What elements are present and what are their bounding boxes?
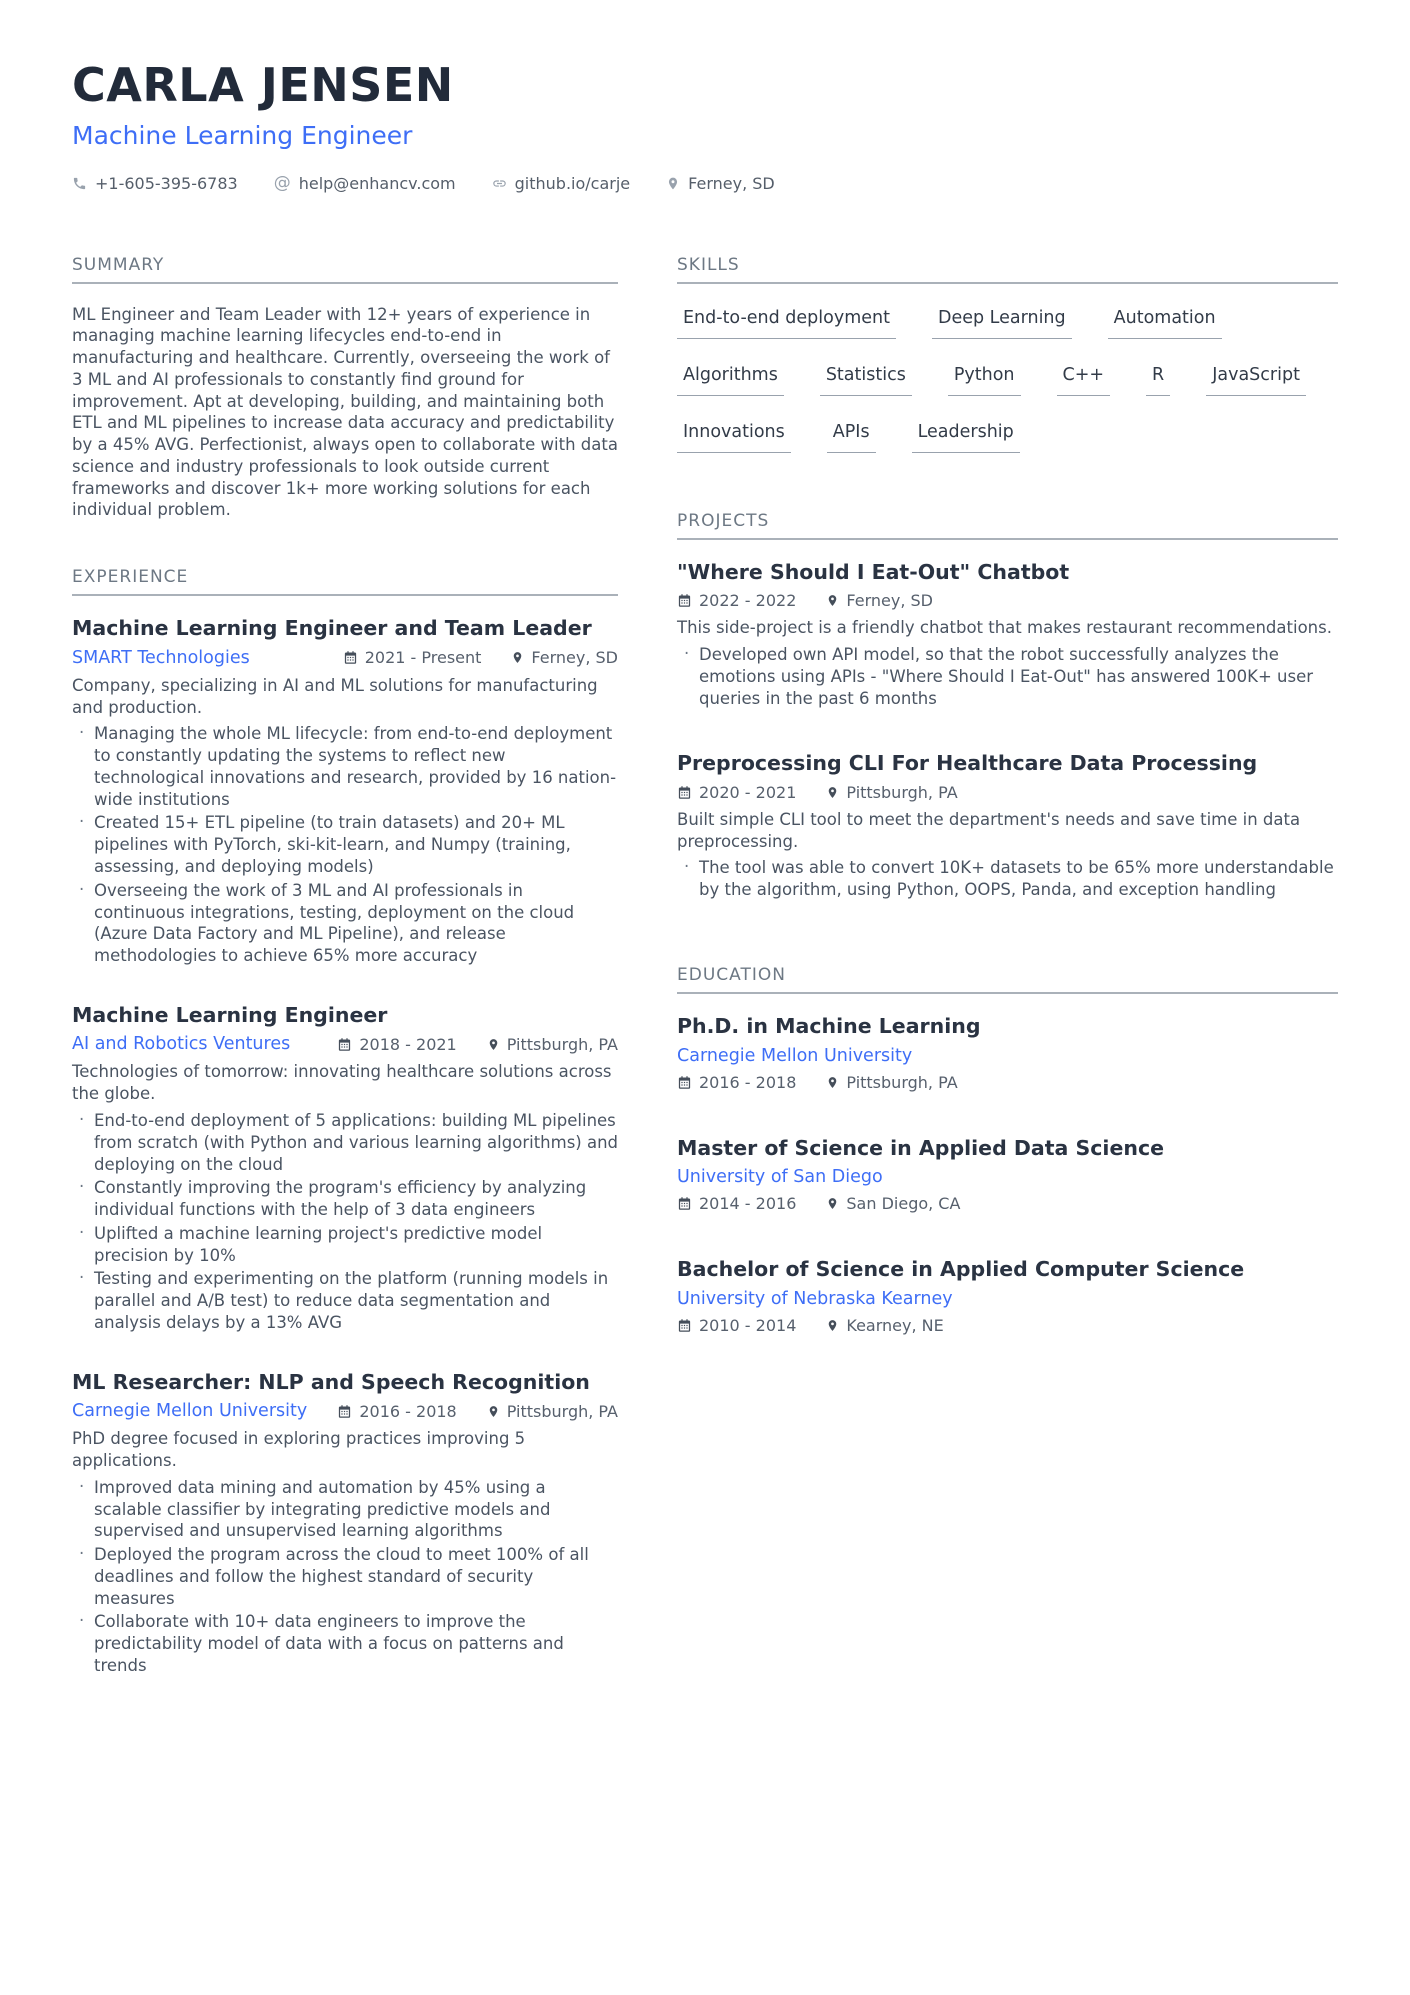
skill-item: Python: [948, 365, 1021, 396]
projects-heading: PROJECTS: [677, 511, 1338, 540]
job-location: Pittsburgh, PA: [487, 1035, 618, 1054]
left-column: [72, 255, 618, 1723]
at-icon: @: [273, 172, 291, 193]
skill-item: Algorithms: [677, 365, 784, 396]
phone-icon: [72, 176, 87, 191]
bullet: · The tool was able to convert 10K+ datasets to be 65% more understandable by the algorithm, using Python, OOPS, Panda, and exception handling: [677, 857, 1338, 901]
calendar-icon: [337, 1037, 352, 1052]
bullet: · Created 15+ ETL pipeline (to train datasets) and 20+ ML pipelines with PyTorch, ski-kit-learn, and Numpy (training, assessing, and deploying models): [72, 812, 618, 877]
education-dates: 2014 - 2016: [677, 1194, 796, 1213]
company-link[interactable]: SMART Technologies: [72, 647, 250, 668]
bullet: · Developed own API model, so that the robot successfully analyzes the emotions using APIs - "Where Should I Eat-Out" has answered 100K+ user queries in the past 6 months: [677, 644, 1338, 709]
education-heading: EDUCATION: [677, 965, 1338, 994]
bullet: · Uplifted a machine learning project's predictive model precision by 10%: [72, 1223, 618, 1267]
skill-item: R: [1146, 365, 1170, 396]
location-icon: [826, 593, 839, 608]
contact-website-text: github.io/carje: [514, 173, 631, 193]
company-link[interactable]: AI and Robotics Ventures: [72, 1034, 291, 1055]
experience-section: [72, 567, 618, 1676]
skill-item: JavaScript: [1206, 365, 1306, 396]
experience-entry: [72, 1003, 618, 1334]
job-title: Machine Learning Engineer: [72, 1002, 388, 1027]
skill-item: Deep Learning: [932, 308, 1072, 339]
project-title: Preprocessing CLI For Healthcare Data Processing: [677, 751, 1258, 776]
contact-phone-text: +1-605-395-6783: [95, 173, 238, 193]
skill-item: C++: [1057, 365, 1111, 396]
contact-location: [666, 174, 775, 193]
person-name: CARLA JENSEN: [72, 58, 454, 112]
link-icon: [492, 176, 507, 191]
experience-heading: EXPERIENCE: [72, 567, 618, 596]
bullet: · End-to-end deployment of 5 applications: building ML pipelines from scratch (with Python and various learning algorithms) and deploying on the cloud: [72, 1110, 618, 1175]
degree-title: Bachelor of Science in Applied Computer Science: [677, 1257, 1245, 1282]
school-link[interactable]: Carnegie Mellon University: [677, 1045, 913, 1066]
job-bullets: [72, 1477, 618, 1677]
project-dates: 2022 - 2022: [677, 591, 796, 610]
project-dates: 2020 - 2021: [677, 783, 796, 802]
skill-item: APIs: [827, 422, 876, 453]
job-description: Technologies of tomorrow: innovating healthcare solutions across the globe.: [72, 1062, 612, 1104]
projects-section: [677, 511, 1338, 901]
summary-heading: SUMMARY: [72, 255, 618, 284]
summary-text: ML Engineer and Team Leader with 12+ years of experience in managing machine learning lifecycles end-to-end in manufacturing and healthcare. Currently, overseeing the work of 3 ML and AI professionals to constantly find ground for improvement. Apt at developing, building, and maintaining both ETL and ML pipelines to increase data accuracy and predictability by a 45% AVG. Perfectionist, always open to collaborate with data science and industry professionals to look outside current frameworks and discover 1k+ more working solutions for each individual problem.: [72, 304, 618, 520]
location-icon: [487, 1404, 500, 1419]
bullet: · Collaborate with 10+ data engineers to improve the predictability model of data with a focus on patterns and trends: [72, 1611, 618, 1676]
skill-item: End-to-end deployment: [677, 308, 896, 339]
job-title: ML Researcher: NLP and Speech Recognition: [72, 1369, 590, 1394]
bullet: · Testing and experimenting on the platform (running models in parallel and A/B test) to reduce data segmentation and analysis delays by a 13% AVG: [72, 1268, 618, 1333]
project-description: This side-project is a friendly chatbot that makes restaurant recommendations.: [677, 618, 1332, 638]
degree-title: Ph.D. in Machine Learning: [677, 1013, 981, 1038]
job-location: Pittsburgh, PA: [487, 1402, 618, 1421]
calendar-icon: [337, 1404, 352, 1419]
skills-heading: SKILLS: [677, 255, 1338, 284]
job-title: Machine Learning Engineer and Team Leader: [72, 616, 592, 641]
education-section: [677, 965, 1338, 1335]
calendar-icon: [343, 650, 358, 665]
job-dates: 2021 - Present: [343, 648, 482, 667]
job-location: Ferney, SD: [511, 648, 618, 667]
right-column: [677, 255, 1338, 1723]
degree-title: Master of Science in Applied Data Science: [677, 1135, 1165, 1160]
job-bullets: [72, 723, 618, 966]
contact-website[interactable]: [492, 174, 631, 193]
calendar-icon: [677, 593, 692, 608]
skills-list: [677, 304, 1338, 453]
project-location: Pittsburgh, PA: [826, 783, 957, 802]
location-icon: [487, 1037, 500, 1052]
bullet: · Constantly improving the program's efficiency by analyzing individual functions with the help of 3 data engineers: [72, 1177, 618, 1221]
skill-item: Automation: [1108, 308, 1222, 339]
contact-email[interactable]: [274, 174, 456, 193]
job-dates: 2018 - 2021: [337, 1035, 456, 1054]
education-location: Pittsburgh, PA: [826, 1073, 957, 1092]
project-description: Built simple CLI tool to meet the department's needs and save time in data preprocessing.: [677, 809, 1301, 851]
location-icon: [826, 1196, 839, 1211]
calendar-icon: [677, 1318, 692, 1333]
education-entry: [677, 1014, 1338, 1092]
skill-item: Innovations: [677, 422, 791, 453]
education-location: San Diego, CA: [826, 1194, 960, 1213]
school-link[interactable]: University of San Diego: [677, 1167, 883, 1188]
bullet: · Overseeing the work of 3 ML and AI professionals in continuous integrations, testing, deployment on the cloud (Azure Data Factory and ML Pipeline), and release methodologies to achieve 65% more accuracy: [72, 880, 618, 967]
project-location: Ferney, SD: [826, 591, 933, 610]
project-entry: [677, 751, 1338, 901]
summary-section: [72, 255, 618, 522]
skill-item: Leadership: [912, 422, 1020, 453]
project-entry: [677, 560, 1338, 710]
contact-location-text: Ferney, SD: [688, 173, 775, 193]
skill-item: Statistics: [820, 365, 912, 396]
job-description: PhD degree focused in exploring practices improving 5 applications.: [72, 1429, 526, 1471]
calendar-icon: [677, 1075, 692, 1090]
person-title: Machine Learning Engineer: [72, 120, 413, 150]
location-icon: [666, 176, 680, 191]
calendar-icon: [677, 1196, 692, 1211]
contact-phone[interactable]: [72, 174, 238, 193]
location-icon: [826, 1318, 839, 1333]
project-title: "Where Should I Eat-Out" Chatbot: [677, 559, 1070, 584]
education-location: Kearney, NE: [826, 1316, 943, 1335]
education-entry: [677, 1257, 1338, 1335]
bullet: · Deployed the program across the cloud to meet 100% of all deadlines and follow the highest standard of security measures: [72, 1544, 618, 1609]
school-link[interactable]: University of Nebraska Kearney: [677, 1288, 953, 1309]
bullet: · Improved data mining and automation by 45% using a scalable classifier by integrating predictive models and supervised and unsupervised learning algorithms: [72, 1477, 618, 1542]
experience-entry: [72, 1370, 618, 1677]
location-icon: [511, 650, 524, 665]
project-bullets: [677, 857, 1338, 901]
contact-row: [72, 174, 1338, 193]
location-icon: [826, 785, 839, 800]
bullet: · Managing the whole ML lifecycle: from end-to-end deployment to constantly updating the systems to reflect new technological innovations and research, provided by 16 nation-wide institutions: [72, 723, 618, 810]
contact-email-text: help@enhancv.com: [298, 173, 456, 193]
job-bullets: [72, 1110, 618, 1334]
calendar-icon: [677, 785, 692, 800]
project-bullets: [677, 644, 1338, 709]
experience-entry: [72, 616, 618, 967]
job-dates: 2016 - 2018: [337, 1402, 456, 1421]
resume-header: [72, 60, 1338, 193]
job-description: Company, specializing in AI and ML solutions for manufacturing and production.: [72, 675, 598, 717]
company-link[interactable]: Carnegie Mellon University: [72, 1401, 308, 1422]
education-dates: 2010 - 2014: [677, 1316, 796, 1335]
education-entry: [677, 1136, 1338, 1214]
location-icon: [826, 1075, 839, 1090]
education-dates: 2016 - 2018: [677, 1073, 796, 1092]
skills-section: [677, 255, 1338, 453]
